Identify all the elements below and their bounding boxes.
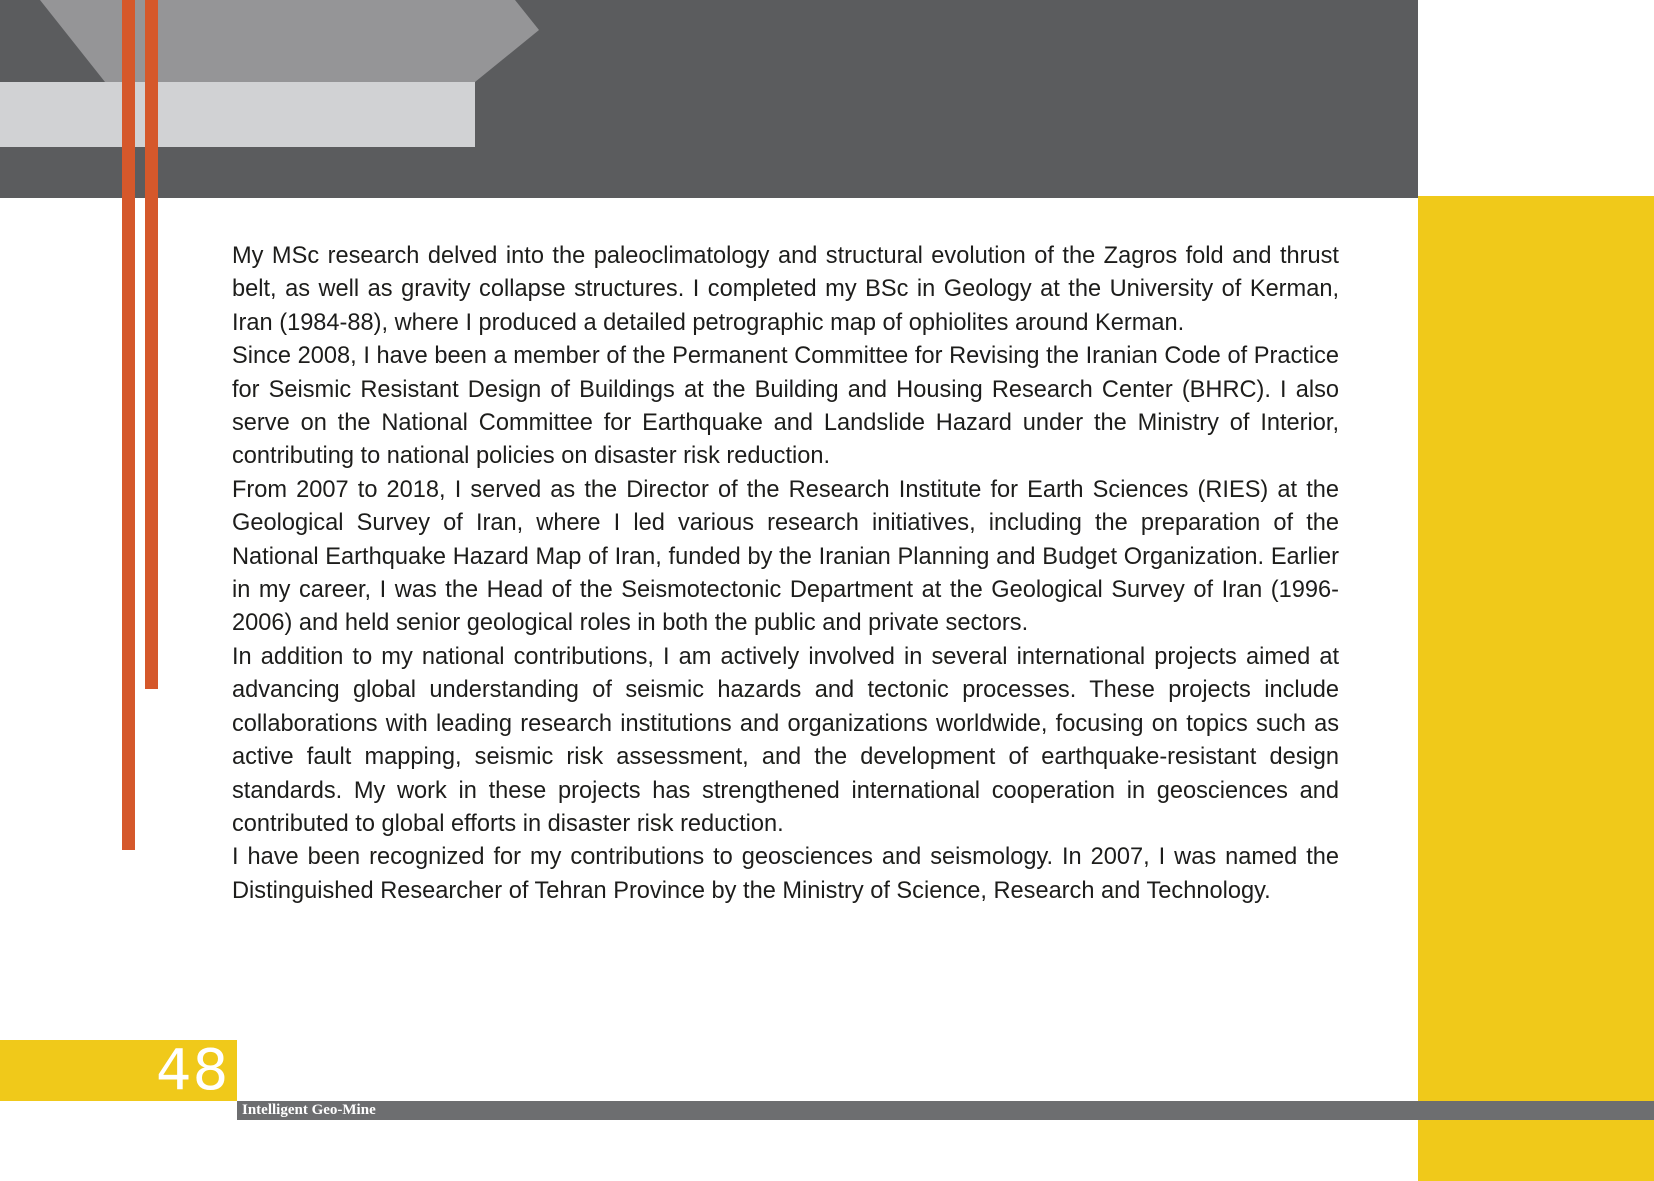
body-text: [232, 240, 1339, 908]
footer-bar: [237, 1101, 1654, 1120]
orange-vertical-bar-short: [145, 0, 158, 689]
header-arrow-shape: [40, 0, 539, 82]
paragraph-recognition: I have been recognized for my contributions to geosciences and seismology. In 2007, I was named the Distinguished Researcher of Tehran Province by the Ministry of Science, Research and Technology.: [232, 844, 1339, 904]
header-light-strip: [0, 82, 475, 147]
page-number: 48: [156, 1038, 230, 1103]
paragraph-education: My MSc research delved into the paleoclimatology and structural evolution of the Zagros fold and thrust belt, as well as gravity collapse structures. I completed my BSc in Geology at the University of Kerman, Iran (1984-88), where I produced a detailed petrographic map of ophiolites around Kerman.: [232, 243, 1339, 336]
header-decoration: [0, 0, 1418, 198]
orange-vertical-bar-long: [122, 0, 135, 850]
paragraph-career: From 2007 to 2018, I served as the Director of the Research Institute for Earth Sciences (RIES) at the Geological Survey of Iran, where I led various research initiatives, including the preparation of the National Earthquake Hazard Map of Iran, funded by the Iranian Planning and Budget Organization. Earlier in my career, I was the Head of the Seismotectonic Department at the Geological Survey of Iran (1996-2006) and held senior geological roles in both the public and private sectors.: [232, 476, 1339, 637]
paragraph-committees: Since 2008, I have been a member of the Permanent Committee for Revising the Iranian Code of Practice for Seismic Resistant Design of Buildings at the Building and Housing Research Center (BHRC). I also serve on the National Committee for Earthquake and Landslide Hazard under the Ministry of Interior, contributing to national policies on disaster risk reduction.: [232, 343, 1339, 470]
yellow-side-panel: [1418, 196, 1654, 1181]
paragraph-international-projects: In addition to my national contributions, I am actively involved in several international projects aimed at advancing global understanding of seismic hazards and tectonic processes. These projects include collaborations with leading research institutions and organizations worldwide, focusing on topics such as active fault mapping, seismic risk assessment, and the development of earthquake-resistant design standards. My work in these projects has strengthened international cooperation in geosciences and contributed to global efforts in disaster risk reduction.: [232, 643, 1339, 837]
footer-publication-title: Intelligent Geo-Mine: [242, 1102, 376, 1118]
